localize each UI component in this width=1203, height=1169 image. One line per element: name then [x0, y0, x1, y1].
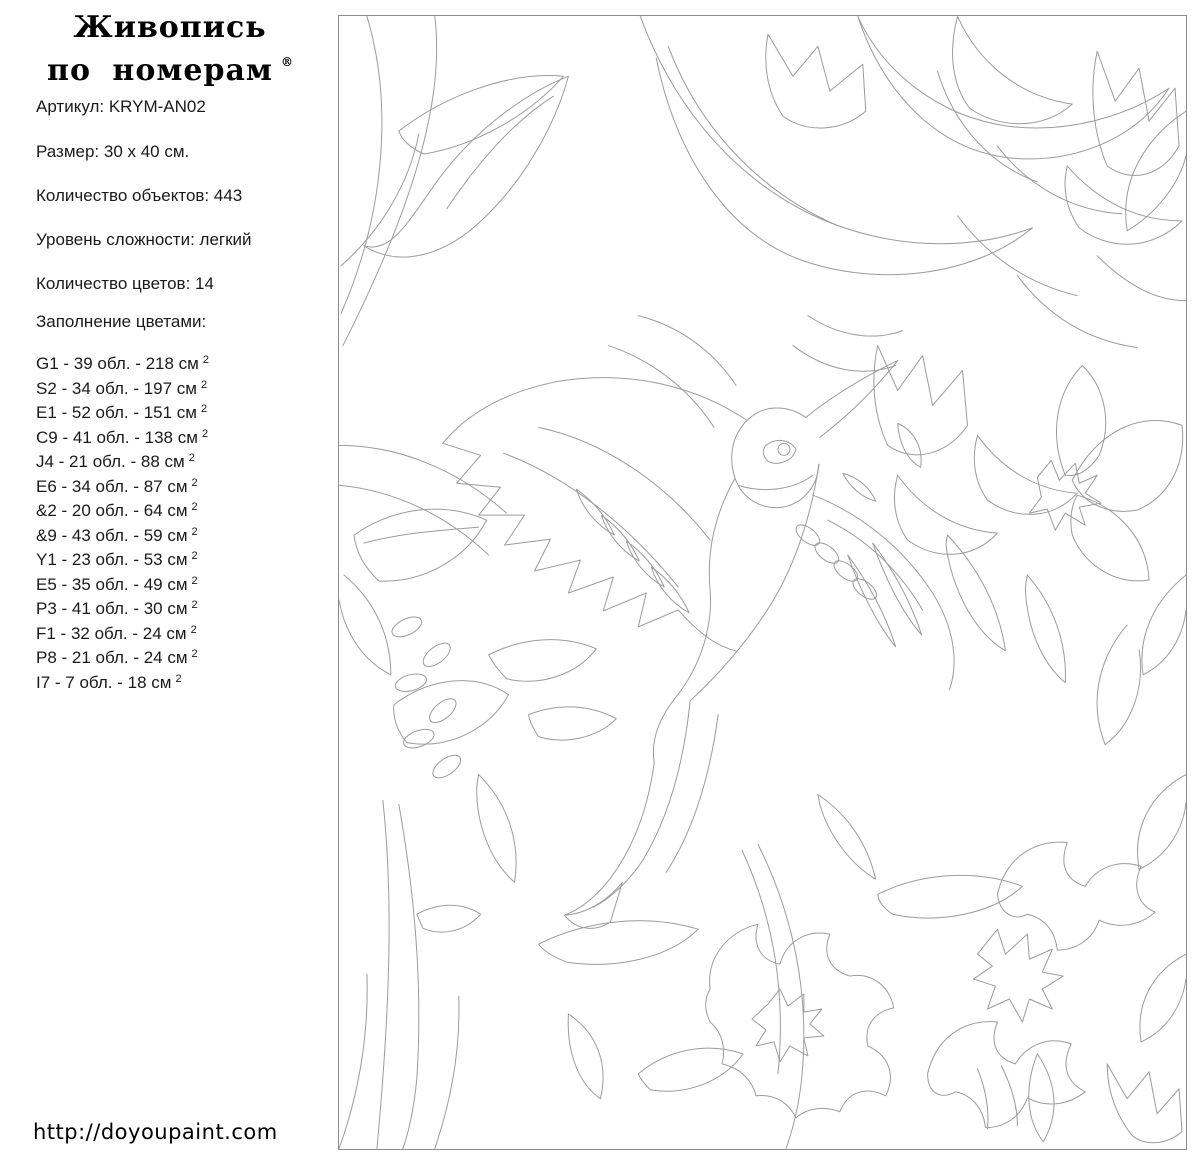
color-fill-item: F1 - 32 обл. - 24 см $^2$ [36, 623, 197, 643]
spec-colors: Количество цветов: 14 [36, 274, 214, 293]
color-fill-item: E1 - 52 обл. - 151 см $^2$ [36, 403, 208, 422]
superscript-2: 2 [191, 525, 198, 538]
superscript-2: 2 [190, 623, 197, 636]
superscript-2: 2 [191, 599, 198, 611]
registered-trademark: ® [281, 55, 293, 69]
website-url[interactable]: http://doyoupaint.com [33, 1120, 278, 1144]
brand-logo-line2: по номерам [46, 53, 273, 88]
superscript-2: 2 [201, 378, 208, 391]
line-art-illustration [339, 16, 1186, 1149]
brand-logo-line1: Живопись [73, 10, 267, 45]
color-fill-item: I7 - 7 обл. - 18 см $^2$ [36, 672, 182, 692]
hummingbird [443, 361, 954, 929]
spec-fill-heading: Заполнение цветами: [36, 312, 207, 331]
color-fill-list [36, 353, 209, 696]
superscript-2: 2 [191, 476, 198, 489]
superscript-2: 2 [191, 574, 198, 587]
color-fill-item: J4 - 21 обл. - 88 см $^2$ [36, 452, 195, 471]
superscript-2: 2 [201, 403, 208, 415]
foliage-top-right [938, 16, 1186, 347]
spec-article: Артикул: KRYM-AN02 [36, 97, 206, 116]
superscript-2: 2 [188, 452, 195, 464]
flowers-right [793, 316, 1186, 745]
color-fill-item: E6 - 34 обл. - 87 см $^2$ [36, 476, 198, 496]
superscript-2: 2 [191, 648, 198, 660]
paint-by-numbers-canvas [338, 15, 1187, 1150]
superscript-2: 2 [191, 501, 198, 513]
spec-difficulty: Уровень сложности: легкий [36, 230, 252, 249]
color-fill-item: G1 - 39 обл. - 218 см $^2$ [36, 354, 209, 373]
superscript-2: 2 [201, 427, 209, 440]
color-fill-item: S2 - 34 обл. - 197 см $^2$ [36, 378, 208, 398]
color-fill-item: &2 - 20 обл. - 64 см $^2$ [36, 501, 198, 520]
superscript-2: 2 [191, 550, 198, 562]
brand-logo [28, 10, 312, 88]
color-fill-item: P8 - 21 обл. - 24 см $^2$ [36, 648, 198, 667]
flowers-bottom [539, 775, 1186, 1149]
color-fill-item: &9 - 43 обл. - 59 см $^2$ [36, 525, 198, 545]
color-fill-item: E5 - 35 обл. - 49 см $^2$ [36, 574, 198, 594]
foliage-top-left [341, 16, 1169, 345]
superscript-2: 2 [202, 354, 209, 366]
spec-objects: Количество объектов: 443 [36, 186, 243, 205]
color-fill-item: C9 - 41 обл. - 138 см $^2$ [36, 427, 209, 447]
color-fill-item: Y1 - 23 обл. - 53 см $^2$ [36, 550, 198, 569]
info-panel [0, 0, 338, 1169]
superscript-2: 2 [175, 672, 182, 685]
spec-size: Размер: 30 x 40 см. [36, 142, 190, 161]
color-fill-item: P3 - 41 обл. - 30 см $^2$ [36, 599, 198, 618]
foliage-left [339, 316, 736, 1149]
